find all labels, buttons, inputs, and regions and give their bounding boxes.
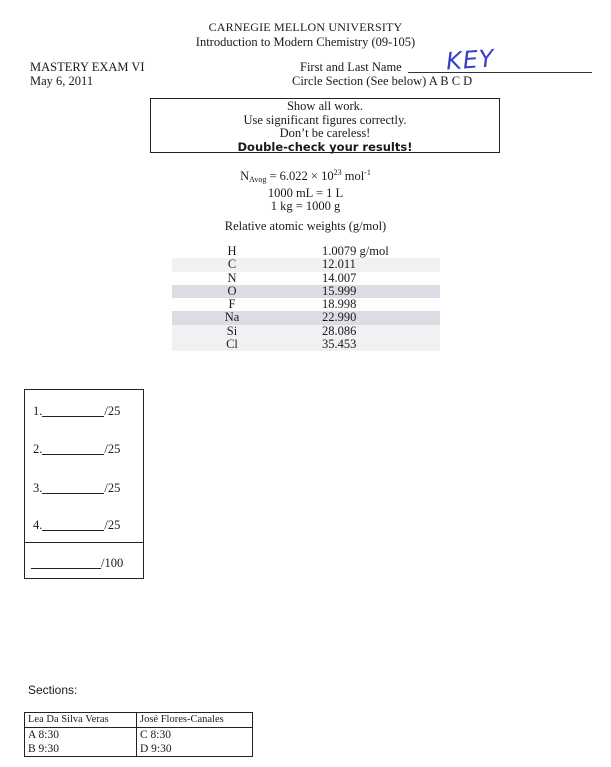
name-field-line[interactable] (408, 72, 592, 73)
element-weight: 18.998 (322, 297, 357, 312)
volume-conversion: 1000 mL = 1 L (267, 185, 344, 200)
atomic-weight-row (172, 285, 440, 298)
mass-conversion: 1 kg = 1000 g (270, 199, 341, 213)
score-line-4 (33, 518, 120, 533)
exam-title: MASTERY EXAM VI (30, 60, 145, 74)
atomic-weight-row (172, 311, 440, 324)
element-symbol: C (227, 257, 237, 272)
atomic-weights-table (172, 245, 440, 351)
instructor-name: Lea Da Silva Veras (25, 713, 137, 728)
element-symbol: Na (224, 310, 240, 325)
problem-max: /25 (104, 442, 121, 456)
problem-max: /25 (104, 404, 121, 418)
element-weight: 1.0079 g/mol (322, 244, 389, 258)
section-circle-label: Circle Section (See below) A B C D (292, 74, 473, 88)
instructions-box (150, 98, 500, 153)
sections-label: Sections: (28, 683, 78, 697)
atomic-weight-row (172, 325, 440, 338)
score-line-3 (33, 481, 120, 496)
atomic-weight-row (172, 338, 440, 351)
section-time: B 9:30 (25, 742, 137, 757)
problem-number: 3. (33, 481, 43, 495)
problem-max: /25 (104, 481, 121, 495)
instruction-line: Don’t be careless! (279, 126, 371, 140)
sections-table (24, 712, 253, 757)
instructor-name: José Flores-Canales (137, 713, 253, 728)
problem-number: 4. (33, 518, 43, 532)
element-weight: 22.990 (322, 310, 357, 325)
constants-block (0, 166, 611, 214)
section-time: D 9:30 (137, 742, 253, 757)
section-time: C 8:30 (137, 728, 253, 743)
handwritten-key: KEY (445, 44, 496, 76)
element-symbol: H (227, 244, 237, 258)
problem-number: 1. (33, 404, 43, 418)
score-divider (25, 542, 143, 543)
score-blank[interactable] (42, 481, 104, 494)
problem-number: 2. (33, 442, 43, 456)
element-weight: 15.999 (322, 283, 357, 298)
avogadro-value: = 6.022 × 10 (269, 169, 334, 183)
score-line-2 (33, 442, 120, 457)
element-weight: 35.453 (322, 337, 357, 352)
exam-date: May 6, 2011 (30, 74, 94, 88)
element-symbol: F (228, 297, 236, 312)
score-box (24, 389, 144, 579)
avogadro-unit-exponent: -1 (364, 168, 371, 177)
score-blank[interactable] (42, 404, 104, 417)
avogadro-constant (0, 166, 611, 187)
avogadro-symbol: N (240, 169, 250, 183)
atomic-weight-row (172, 245, 440, 258)
element-symbol: O (227, 283, 237, 298)
element-symbol: Si (226, 323, 238, 338)
element-weight: 14.007 (322, 270, 357, 285)
section-time: A 8:30 (25, 728, 137, 743)
element-weight: 28.086 (322, 323, 357, 338)
instruction-line-emphasis: Double-check your results! (237, 139, 413, 154)
course-title: Introduction to Modern Chemistry (09-105) (195, 35, 416, 49)
sections-header-row (25, 713, 253, 728)
name-label: First and Last Name (300, 60, 402, 74)
instruction-line: Show all work. (286, 99, 364, 113)
sections-row (25, 728, 253, 743)
total-score-blank[interactable] (31, 556, 101, 569)
atomic-weights-title: Relative atomic weights (g/mol) (224, 219, 387, 233)
avogadro-subscript: Avog (249, 175, 267, 184)
element-weight: 12.011 (322, 257, 356, 272)
avogadro-unit: mol (344, 169, 365, 183)
atomic-weight-row (172, 298, 440, 311)
total-max: /100 (101, 556, 124, 570)
score-blank[interactable] (42, 518, 104, 531)
atomic-weight-row (172, 272, 440, 285)
instruction-line: Use significant figures correctly. (243, 112, 407, 127)
atomic-weight-row (172, 258, 440, 271)
element-symbol: Cl (226, 337, 238, 352)
avogadro-exponent: 23 (333, 168, 342, 177)
score-line-1 (33, 404, 120, 419)
sections-row (25, 742, 253, 757)
score-blank[interactable] (42, 442, 104, 455)
problem-max: /25 (104, 518, 121, 532)
score-total-line (31, 556, 123, 571)
university-name: CARNEGIE MELLON UNIVERSITY (208, 20, 403, 34)
element-symbol: N (227, 270, 237, 285)
